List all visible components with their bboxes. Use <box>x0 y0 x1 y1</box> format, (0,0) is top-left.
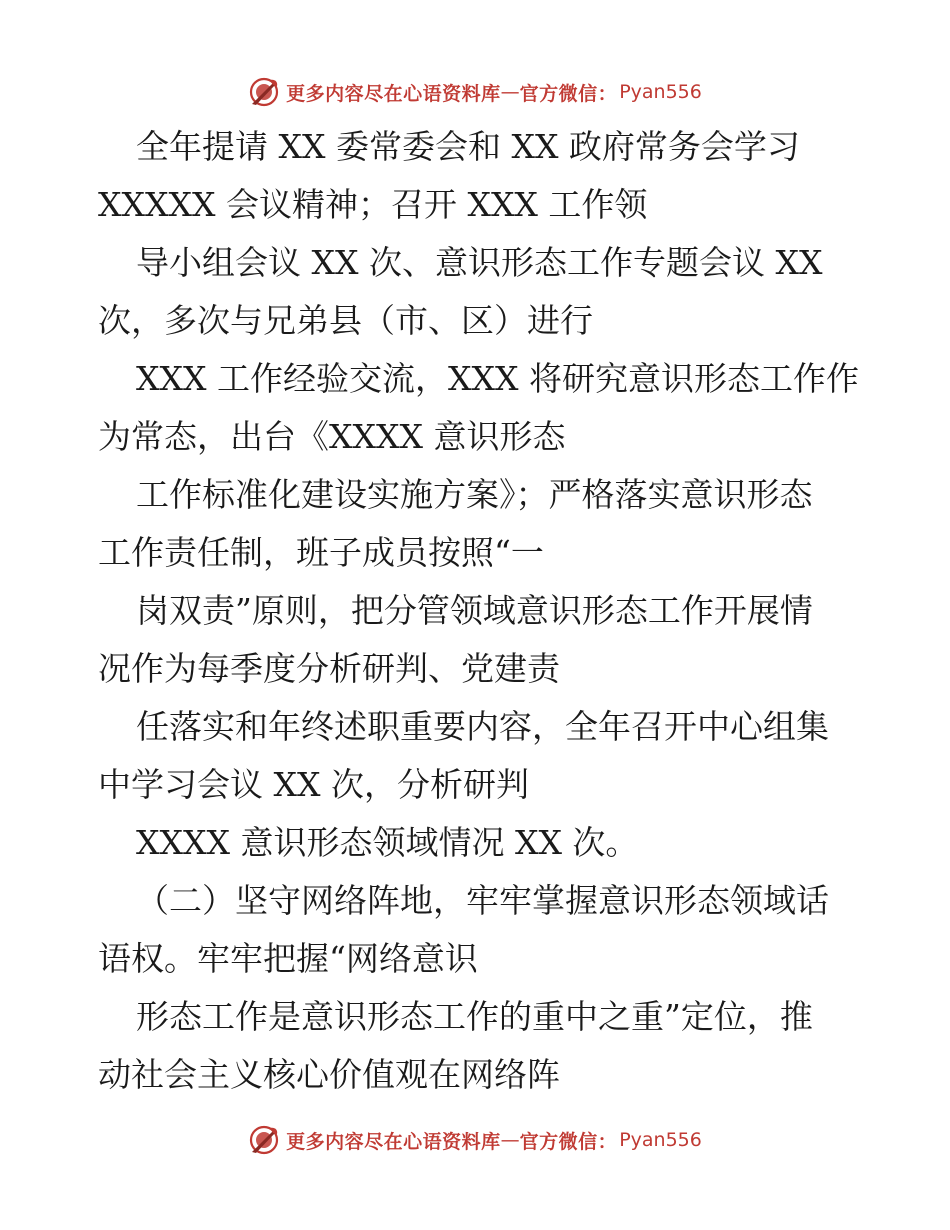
body-line: 况作为每季度分析研判、党建责 <box>98 649 560 688</box>
footer-banner <box>0 1120 950 1160</box>
body-line: 次，多次与兄弟县（市、区）进行 <box>98 301 593 340</box>
body-line: XXX 工作经验交流，XXX 将研究意识形态工作作 <box>136 359 859 398</box>
body-line: 形态工作是意识形态工作的重中之重”定位，推 <box>136 997 813 1036</box>
header-wechat-id: Pyan556 <box>619 81 702 103</box>
body-line: 全年提请 XX 委常委会和 XX 政府常务会学习 <box>136 127 800 166</box>
body-line: 岗双责”原则，把分管领域意识形态工作开展情 <box>136 591 813 630</box>
body-line: 工作责任制，班子成员按照“一 <box>98 533 544 572</box>
footer-banner-text: 更多内容尽在心语资料库 <box>286 1130 501 1153</box>
body-line: XXXX 意识形态领域情况 XX 次。 <box>136 823 639 862</box>
body-line: XXXXX 会议精神；召开 XXX 工作领 <box>98 185 648 224</box>
body-line: 语权。牢牢把握“网络意识 <box>98 939 478 978</box>
body-line: 任落实和年终述职重要内容，全年召开中心组集 <box>136 707 829 746</box>
body-line: （二）坚守网络阵地，牢牢掌握意识形态领域话 <box>136 881 829 920</box>
header-wechat-label: 官方微信： <box>519 82 618 105</box>
body-line: 工作标准化建设实施方案》；严格落实意识形态 <box>136 475 813 514</box>
footer-wechat-label: 官方微信： <box>519 1130 618 1153</box>
header-banner-separator: — <box>500 81 520 103</box>
body-line: 为常态，出台《XXXX 意识形态 <box>98 417 566 456</box>
quill-seal-icon <box>248 76 280 108</box>
header-banner <box>0 72 950 112</box>
document-body <box>98 118 858 1104</box>
header-banner-text: 更多内容尽在心语资料库 <box>286 82 501 105</box>
footer-wechat-id: Pyan556 <box>619 1129 702 1151</box>
body-line: 动社会主义核心价值观在网络阵 <box>98 1055 560 1094</box>
footer-banner-separator: — <box>500 1129 520 1151</box>
body-line: 中学习会议 XX 次，分析研判 <box>98 765 529 804</box>
quill-seal-icon <box>248 1124 280 1156</box>
body-line: 导小组会议 XX 次、意识形态工作专题会议 XX <box>136 243 823 282</box>
